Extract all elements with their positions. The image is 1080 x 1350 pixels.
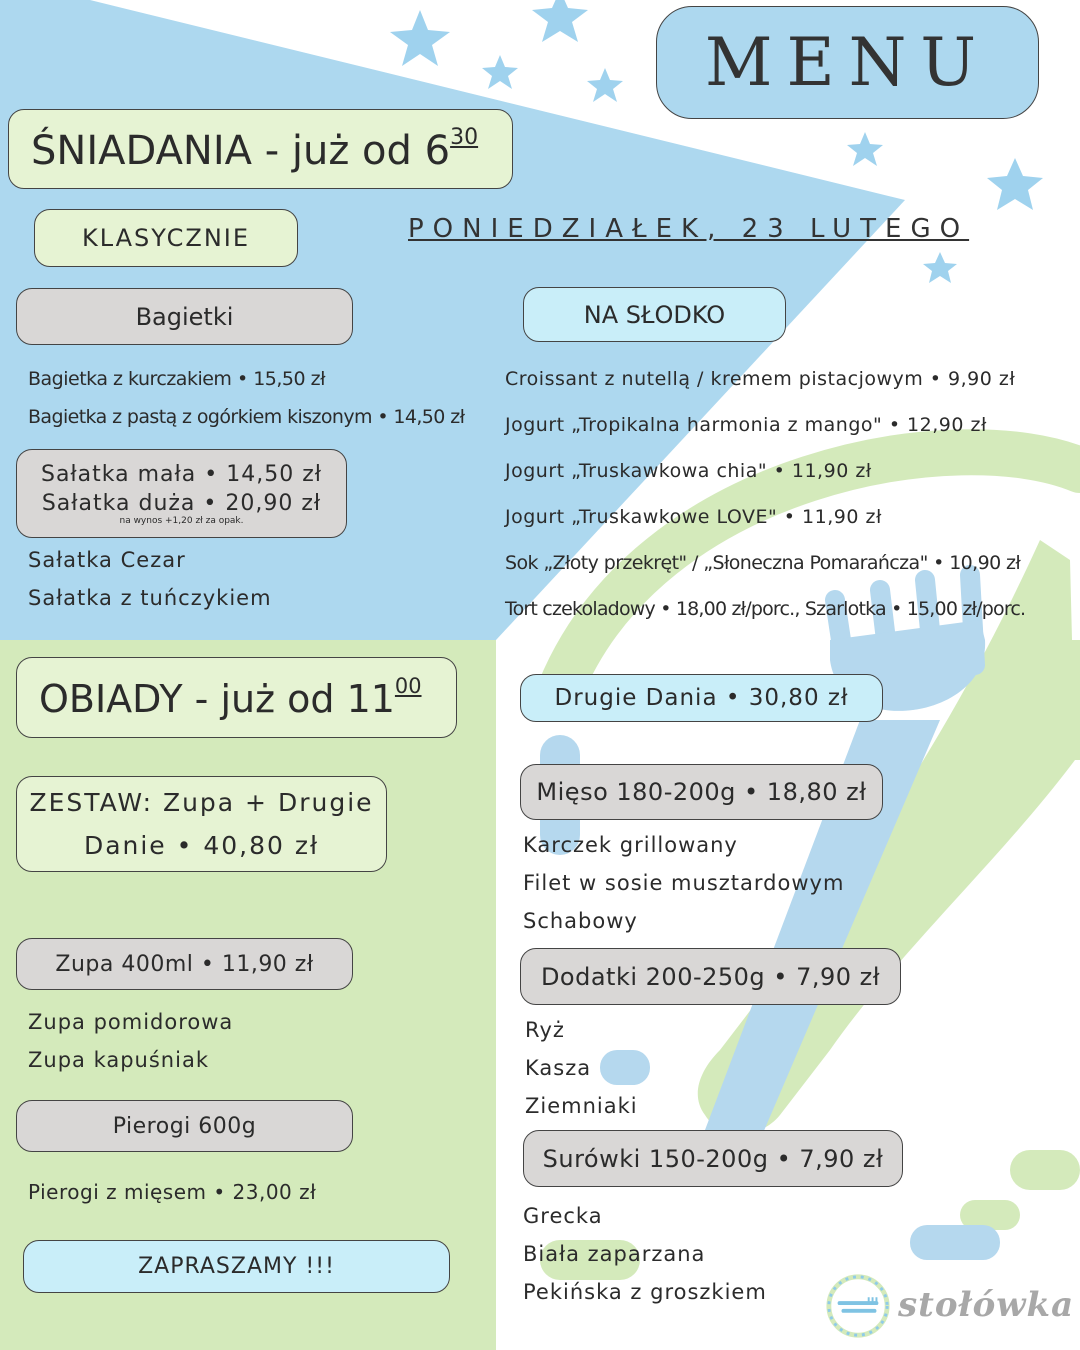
sweet-item: Jogurt „Tropikalna harmonia z mango" • 12,90 zł [505,414,987,436]
sweet-label: NA SŁODKO [583,300,726,329]
classic-label: KLASYCZNIE [81,224,251,252]
sides-label-box [520,948,901,1005]
salad-item: Sałatka Cezar [28,548,186,572]
sides-item: Ryż [525,1018,565,1042]
soup-item: Zupa kapuśniak [28,1048,209,1072]
brand-name: stołówka [898,1285,1075,1325]
mains-label: Drugie Dania • 30,80 zł [554,685,849,711]
soup-item: Zupa pomidorowa [28,1010,234,1034]
sweet-item: Sok „Złoty przekręt" / „Słoneczna Pomarańcza" • 10,90 zł [505,552,1021,574]
sides-item: Ziemniaki [525,1094,638,1118]
salads-label: Surówki 150-200g • 7,90 zł [542,1144,884,1173]
salad-takeaway-note: na wynos +1,20 zł za opak. [119,515,244,526]
bagietki-item: Bagietka z pastą z ogórkiem kiszonym • 14,50 zł [28,406,465,428]
bagietki-label-box [16,288,353,345]
sweet-label-box [523,287,786,342]
sweet-item: Tort czekoladowy • 18,00 zł/porc., Szarlotka • 15,00 zł/porc. [505,598,1026,620]
breakfast-time-sup: 30 [450,124,479,150]
salads-label-box [523,1130,903,1187]
salad-large-price: Sałatka duża • 20,90 zł [41,490,322,516]
lunch-time-sup: 00 [394,674,422,699]
classic-label-box [34,209,298,267]
salad-small-price: Sałatka mała • 14,50 zł [40,461,323,487]
breakfast-title: ŚNIADANIA - już od $6^{30}$ [31,124,479,174]
sides-item: Kasza [525,1056,592,1080]
salads-item: Biała zaparzana [523,1242,706,1266]
breakfast-title-box [8,109,513,189]
invite-box [23,1240,450,1293]
meat-item: Schabowy [523,909,638,933]
pierogi-label: Pierogi 600g [112,1113,257,1139]
sides-label: Dodatki 200-250g • 7,90 zł [540,962,881,991]
meat-item: Karczek grillowany [523,833,738,857]
salads-item: Pekińska z groszkiem [523,1280,767,1304]
bagietki-item: Bagietka z kurczakiem • 15,50 zł [28,368,326,390]
soup-label: Zupa 400ml • 11,90 zł [55,951,314,977]
menu-title: MENU [704,24,991,101]
set-line-2: Danie • 40,80 zł [83,831,320,860]
sweet-item: Croissant z nutellą / kremem pistacjowym • 9,90 zł [505,368,1016,390]
lunch-title-box [16,657,457,738]
brand-logo-icon [824,1272,892,1340]
sweet-item: Jogurt „Truskawkowa chia" • 11,90 zł [505,460,872,482]
pierogi-item: Pierogi z mięsem • 23,00 zł [28,1180,317,1204]
set-box [16,776,387,872]
meat-label-box [520,764,883,820]
pierogi-label-box [16,1100,353,1152]
bagietki-label: Bagietki [135,302,234,331]
sweet-item: Jogurt „Truskawkowe LOVE" • 11,90 zł [505,506,882,528]
salads-item: Grecka [523,1204,603,1228]
meat-item: Filet w sosie musztardowym [523,871,845,895]
lunch-title: OBIADY - już od $11^{00}$ [39,674,422,721]
set-line-1: ZESTAW: Zupa + Drugie [29,788,374,817]
date-label: PONIEDZIAŁEK, 23 LUTEGO [408,214,970,244]
soup-label-box [16,938,353,990]
salad-item: Sałatka z tuńczykiem [28,586,272,610]
menu-title-box [656,6,1039,119]
mains-label-box [520,674,883,722]
meat-label: Mięso 180-200g • 18,80 zł [536,778,867,806]
invite-text: ZAPRASZAMY !!! [138,1254,335,1279]
salad-price-box [16,449,347,538]
